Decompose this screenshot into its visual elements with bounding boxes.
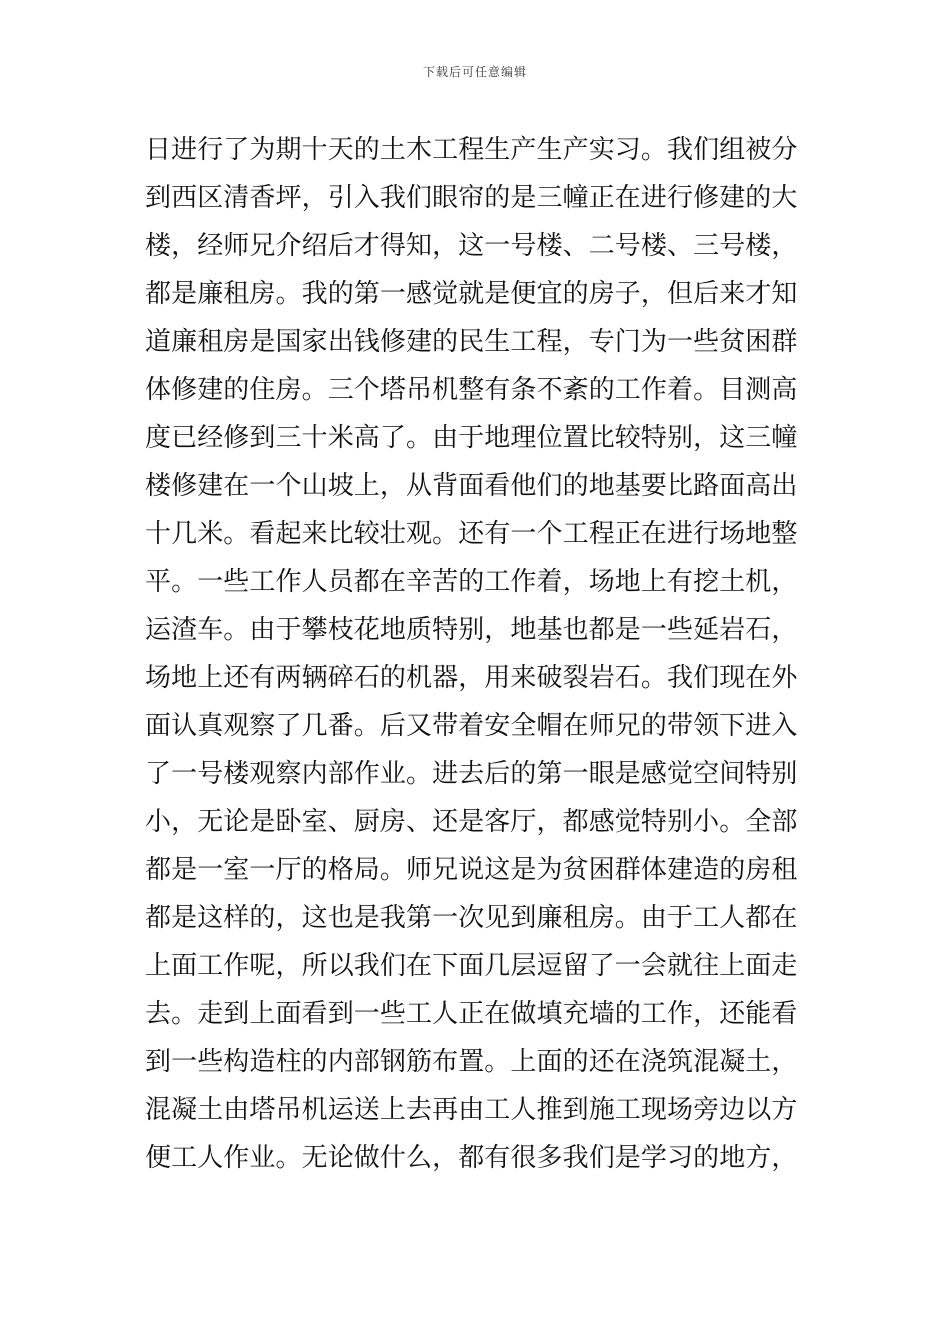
text-line: 都是这样的，这也是我第一次见到廉租房。由于工人都在 <box>145 903 798 933</box>
text-line: 小，无论是卧室、厨房、还是客厅，都感觉特别小。全部 <box>145 807 798 837</box>
text-line: 便工人作业。无论做什么，都有很多我们是学习的地方， <box>145 1143 798 1173</box>
text-line: 平。一些工作人员都在辛苦的工作着，场地上有挖土机， <box>145 567 798 597</box>
text-line: 都是廉租房。我的第一感觉就是便宜的房子，但后来才知 <box>145 279 798 309</box>
text-line: 楼，经师兄介绍后才得知，这一号楼、二号楼、三号楼， <box>145 231 798 261</box>
page-header: 下载后可任意编辑 <box>422 65 527 79</box>
text-line: 了一号楼观察内部作业。进去后的第一眼是感觉空间特别 <box>145 759 798 789</box>
text-line: 日进行了为期十天的土木工程生产生产实习。我们组被分 <box>145 135 798 165</box>
text-line: 都是一室一厅的格局。师兄说这是为贫困群体建造的房租 <box>145 855 798 885</box>
text-line: 去。走到上面看到一些工人正在做填充墙的工作，还能看 <box>145 999 798 1029</box>
text-line: 场地上还有两辆碎石的机器，用来破裂岩石。我们现在外 <box>145 663 798 693</box>
text-line: 上面工作呢，所以我们在下面几层逗留了一会就往上面走 <box>145 951 798 981</box>
text-line: 楼修建在一个山坡上，从背面看他们的地基要比路面高出 <box>145 471 798 501</box>
text-line: 运渣车。由于攀枝花地质特别，地基也都是一些延岩石， <box>145 615 798 645</box>
document-body <box>145 126 815 1182</box>
text-line: 到一些构造柱的内部钢筋布置。上面的还在浇筑混凝土， <box>145 1047 798 1077</box>
text-line: 道廉租房是国家出钱修建的民生工程，专门为一些贫困群 <box>145 327 798 357</box>
text-line: 度已经修到三十米高了。由于地理位置比较特别，这三幢 <box>145 423 798 453</box>
text-line: 混凝土由塔吊机运送上去再由工人推到施工现场旁边以方 <box>145 1095 798 1125</box>
text-line: 十几米。看起来比较壮观。还有一个工程正在进行场地整 <box>145 519 798 549</box>
text-line: 面认真观察了几番。后又带着安全帽在师兄的带领下进入 <box>145 711 798 741</box>
text-line: 到西区清香坪，引入我们眼帘的是三幢正在进行修建的大 <box>145 183 798 213</box>
text-line: 体修建的住房。三个塔吊机整有条不紊的工作着。目测高 <box>145 375 798 405</box>
